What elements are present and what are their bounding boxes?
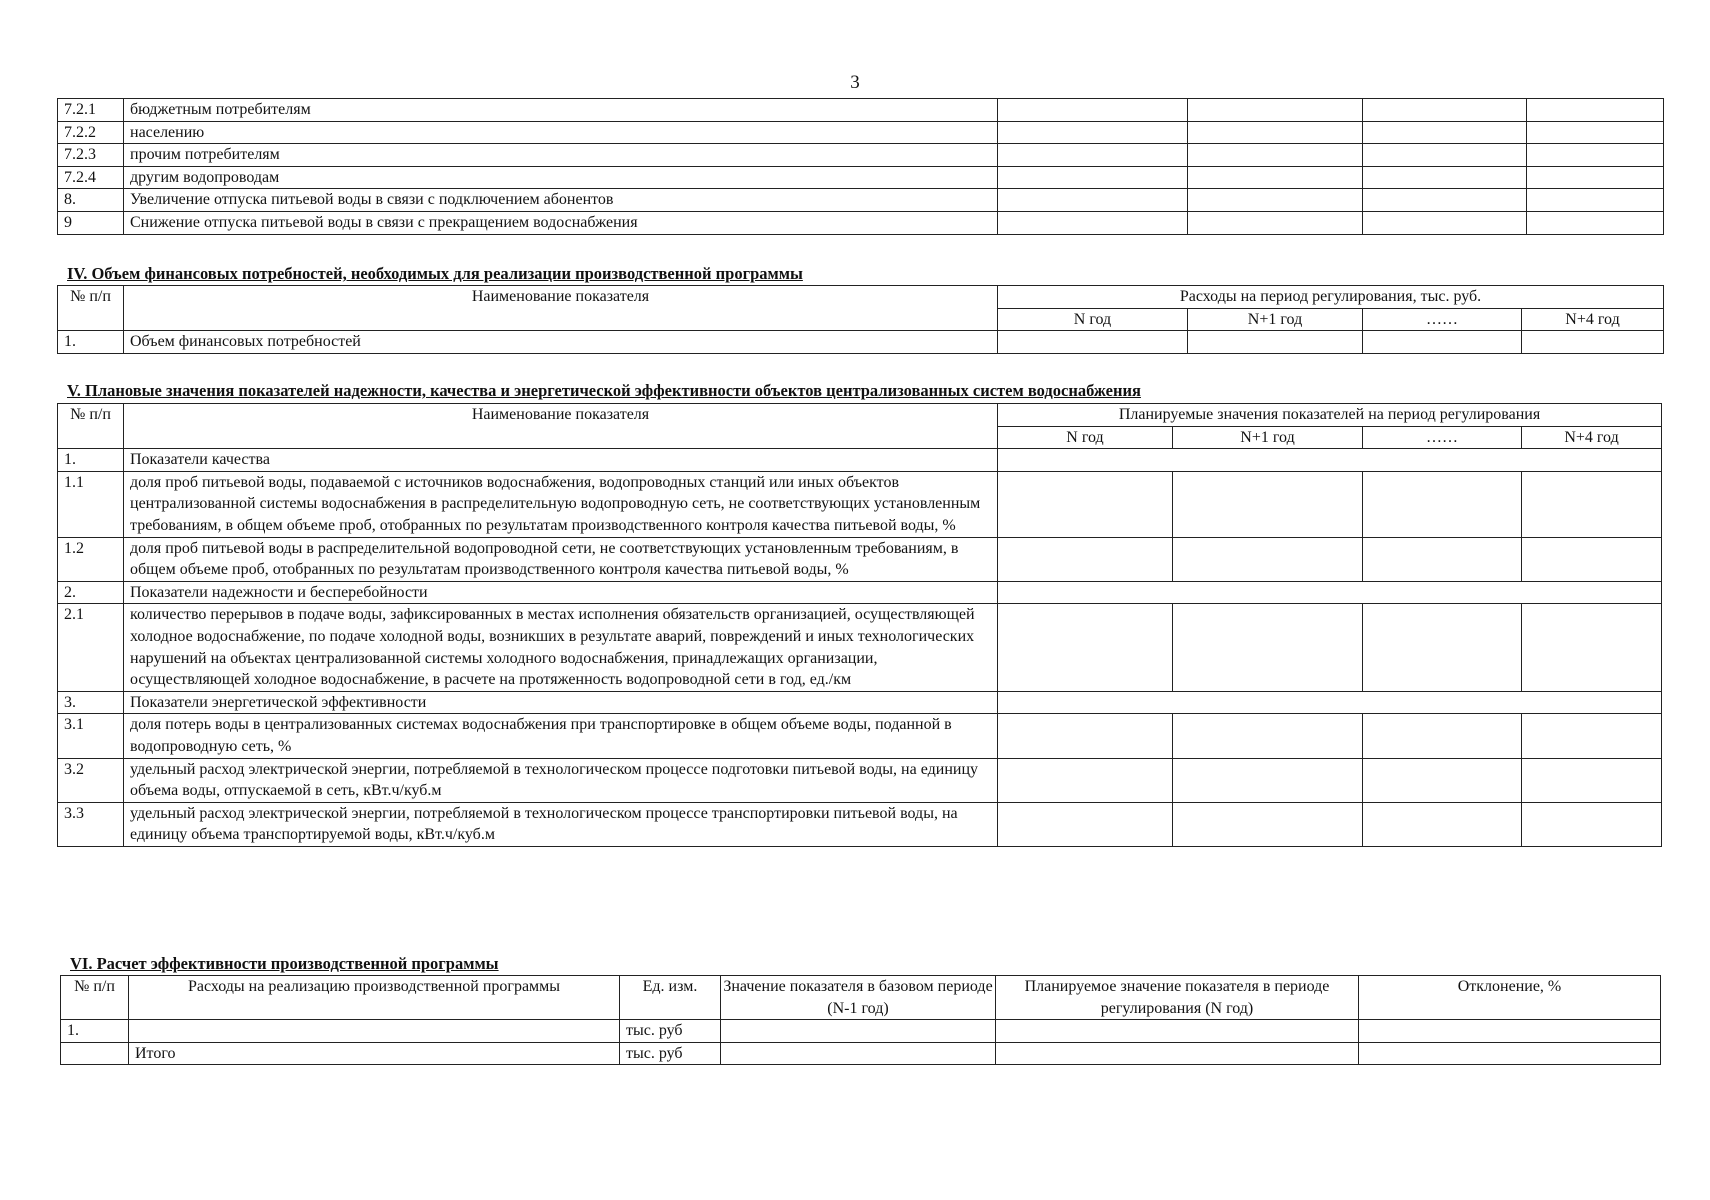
cell: [1359, 1042, 1661, 1065]
row-num: 7.2.3: [58, 144, 124, 167]
row-num: 2.1: [58, 604, 124, 691]
cell: [996, 1020, 1359, 1043]
row-name: [129, 1020, 620, 1043]
year-header: N год: [998, 308, 1188, 331]
row-name: другим водопроводам: [124, 166, 998, 189]
table-row: [58, 802, 1662, 846]
cell: [1173, 758, 1363, 802]
row-num: 8.: [58, 189, 124, 212]
row-num: 7.2.4: [58, 166, 124, 189]
cell: [721, 1042, 996, 1065]
cell: [1173, 537, 1363, 581]
cell: [1522, 471, 1662, 537]
col-unit-header: Ед. изм.: [620, 976, 721, 1020]
table-financial-needs: [57, 285, 1664, 354]
cell: [996, 1042, 1359, 1065]
cell: [1173, 471, 1363, 537]
cell: [1527, 121, 1664, 144]
row-name: населению: [124, 121, 998, 144]
cell: [998, 802, 1173, 846]
cell: [998, 211, 1188, 234]
section-6-heading: VI. Расчет эффективности производственной программы: [70, 954, 499, 973]
cell: [1527, 99, 1664, 122]
cell: [998, 604, 1173, 691]
cell: [1363, 758, 1522, 802]
cell: [998, 714, 1173, 758]
group-row: [58, 449, 1662, 472]
row-name: Показатели энергетической эффективности: [124, 691, 998, 714]
page-number: 3: [850, 72, 860, 93]
section-4-heading: IV. Объем финансовых потребностей, необходимых для реализации производственной программы: [67, 264, 803, 283]
table-row: [58, 189, 1664, 212]
row-name: Показатели надежности и бесперебойности: [124, 581, 998, 604]
cell: [998, 449, 1662, 472]
cell: [1188, 211, 1363, 234]
table-row: [58, 758, 1662, 802]
col-expenses-header: Расходы на реализацию производственной программы: [129, 976, 620, 1020]
cell: [1522, 604, 1662, 691]
cell: [1188, 144, 1363, 167]
table-row: [58, 537, 1662, 581]
year-header: N+1 год: [1173, 426, 1363, 449]
col-num-header: № п/п: [58, 286, 124, 331]
col-group-header: Расходы на период регулирования, тыс. руб.: [998, 286, 1664, 309]
cell: [1363, 604, 1522, 691]
row-name: бюджетным потребителям: [124, 99, 998, 122]
row-num: 3.2: [58, 758, 124, 802]
table-row: [58, 211, 1664, 234]
cell: [1173, 802, 1363, 846]
year-header: N+4 год: [1522, 308, 1664, 331]
col-name-header: Наименование показателя: [124, 404, 998, 449]
year-header: N+1 год: [1188, 308, 1363, 331]
cell: [998, 537, 1173, 581]
cell: [1527, 189, 1664, 212]
cell: [998, 471, 1173, 537]
row-name: Снижение отпуска питьевой воды в связи с прекращением водоснабжения: [124, 211, 998, 234]
row-num: 3.1: [58, 714, 124, 758]
cell: [998, 581, 1662, 604]
year-header: N год: [998, 426, 1173, 449]
col-group-header: Планируемые значения показателей на период регулирования: [998, 404, 1662, 427]
cell: [1522, 714, 1662, 758]
col-deviation-header: Отклонение, %: [1359, 976, 1661, 1020]
cell: [1363, 166, 1527, 189]
cell: [1363, 211, 1527, 234]
cell: [1188, 189, 1363, 212]
row-num: 7.2.1: [58, 99, 124, 122]
row-num: 3.: [58, 691, 124, 714]
row-num: 9: [58, 211, 124, 234]
col-name-header: Наименование показателя: [124, 286, 998, 331]
year-header: ……: [1363, 426, 1522, 449]
row-name: Объем финансовых потребностей: [124, 331, 998, 354]
cell: [1173, 604, 1363, 691]
table-row: [58, 714, 1662, 758]
row-num: 1.: [58, 449, 124, 472]
row-name: Увеличение отпуска питьевой воды в связи с подключением абонентов: [124, 189, 998, 212]
row-name: удельный расход электрической энергии, потребляемой в технологическом процессе подготовки питьевой воды, на единицу объема воды, отпускаемой в сеть, кВт.ч/куб.м: [124, 758, 998, 802]
cell: [721, 1020, 996, 1043]
row-num: 3.3: [58, 802, 124, 846]
col-num-header: № п/п: [61, 976, 129, 1020]
cell: [1359, 1020, 1661, 1043]
cell: [1522, 331, 1664, 354]
table-efficiency: [60, 975, 1661, 1065]
row-num: 1.2: [58, 537, 124, 581]
row-num: 1.: [61, 1020, 129, 1043]
table-continuation: [57, 98, 1664, 235]
row-num: 1.1: [58, 471, 124, 537]
table-planned-indicators: [57, 403, 1662, 847]
cell: [1522, 537, 1662, 581]
row-name: доля проб питьевой воды, подаваемой с источников водоснабжения, водопроводных станций или иных объектов централизованной системы водоснабжения в распределительную водопроводную сеть, не соответствующих установленным требованиям, в общем объеме проб, отобранных по результатам производственного контроля качества питьевой воды, %: [124, 471, 998, 537]
col-base-header: Значение показателя в базовом периоде (N-1 год): [721, 976, 996, 1020]
row-name: количество перерывов в подаче воды, зафиксированных в местах исполнения обязательств организацией, осуществляющей холодное водоснабжение, по подаче холодной воды, возникших в результате аварий, повреждений и иных технологических нарушений на объектах централизованной системы холодного водоснабжения, принадлежащих организации, осуществляющей холодное водоснабжение, в расчете на протяженность водопроводной сети в год, ед./км: [124, 604, 998, 691]
table-row: [58, 121, 1664, 144]
cell: [998, 691, 1662, 714]
year-header: ……: [1363, 308, 1522, 331]
row-num: 2.: [58, 581, 124, 604]
cell: [998, 121, 1188, 144]
row-name: удельный расход электрической энергии, потребляемой в технологическом процессе транспортировки питьевой воды, на единицу объема транспортируемой воды, кВт.ч/куб.м: [124, 802, 998, 846]
table-row: [58, 99, 1664, 122]
row-name: прочим потребителям: [124, 144, 998, 167]
cell: [998, 189, 1188, 212]
row-name: Показатели качества: [124, 449, 998, 472]
cell: [1188, 121, 1363, 144]
row-name: доля проб питьевой воды в распределительной водопроводной сети, не соответствующих установленным требованиям, в общем объеме проб, отобранных по результатам производственного контроля качества питьевой воды, %: [124, 537, 998, 581]
cell: [1522, 802, 1662, 846]
row-unit: тыс. руб: [620, 1020, 721, 1043]
cell: [998, 758, 1173, 802]
cell: [1522, 758, 1662, 802]
col-num-header: № п/п: [58, 404, 124, 449]
table-row: [58, 604, 1662, 691]
row-name: доля потерь воды в централизованных системах водоснабжения при транспортировке в общем объеме воды, поданной в водопроводную сеть, %: [124, 714, 998, 758]
cell: [1363, 471, 1522, 537]
col-planned-header: Планируемое значение показателя в периоде регулирования (N год): [996, 976, 1359, 1020]
table-row: [58, 144, 1664, 167]
row-num: 7.2.2: [58, 121, 124, 144]
cell: [1173, 714, 1363, 758]
group-row: [58, 691, 1662, 714]
cell: [998, 166, 1188, 189]
cell: [1527, 144, 1664, 167]
row-num: 1.: [58, 331, 124, 354]
cell: [1363, 121, 1527, 144]
cell: [1363, 99, 1527, 122]
cell: [1527, 211, 1664, 234]
row-num: [61, 1042, 129, 1065]
cell: [1363, 802, 1522, 846]
cell: [998, 144, 1188, 167]
year-header: N+4 год: [1522, 426, 1662, 449]
row-name: Итого: [129, 1042, 620, 1065]
table-row: [58, 166, 1664, 189]
cell: [1527, 166, 1664, 189]
group-row: [58, 581, 1662, 604]
row-unit: тыс. руб: [620, 1042, 721, 1065]
cell: [1188, 166, 1363, 189]
cell: [1363, 331, 1522, 354]
cell: [1363, 537, 1522, 581]
cell: [1188, 99, 1363, 122]
cell: [998, 331, 1188, 354]
cell: [1188, 331, 1363, 354]
cell: [998, 99, 1188, 122]
cell: [1363, 714, 1522, 758]
cell: [1363, 144, 1527, 167]
section-5-heading: V. Плановые значения показателей надежности, качества и энергетической эффективности объектов централизованных систем водоснабжения: [67, 381, 1141, 400]
cell: [1363, 189, 1527, 212]
table-row: [58, 471, 1662, 537]
